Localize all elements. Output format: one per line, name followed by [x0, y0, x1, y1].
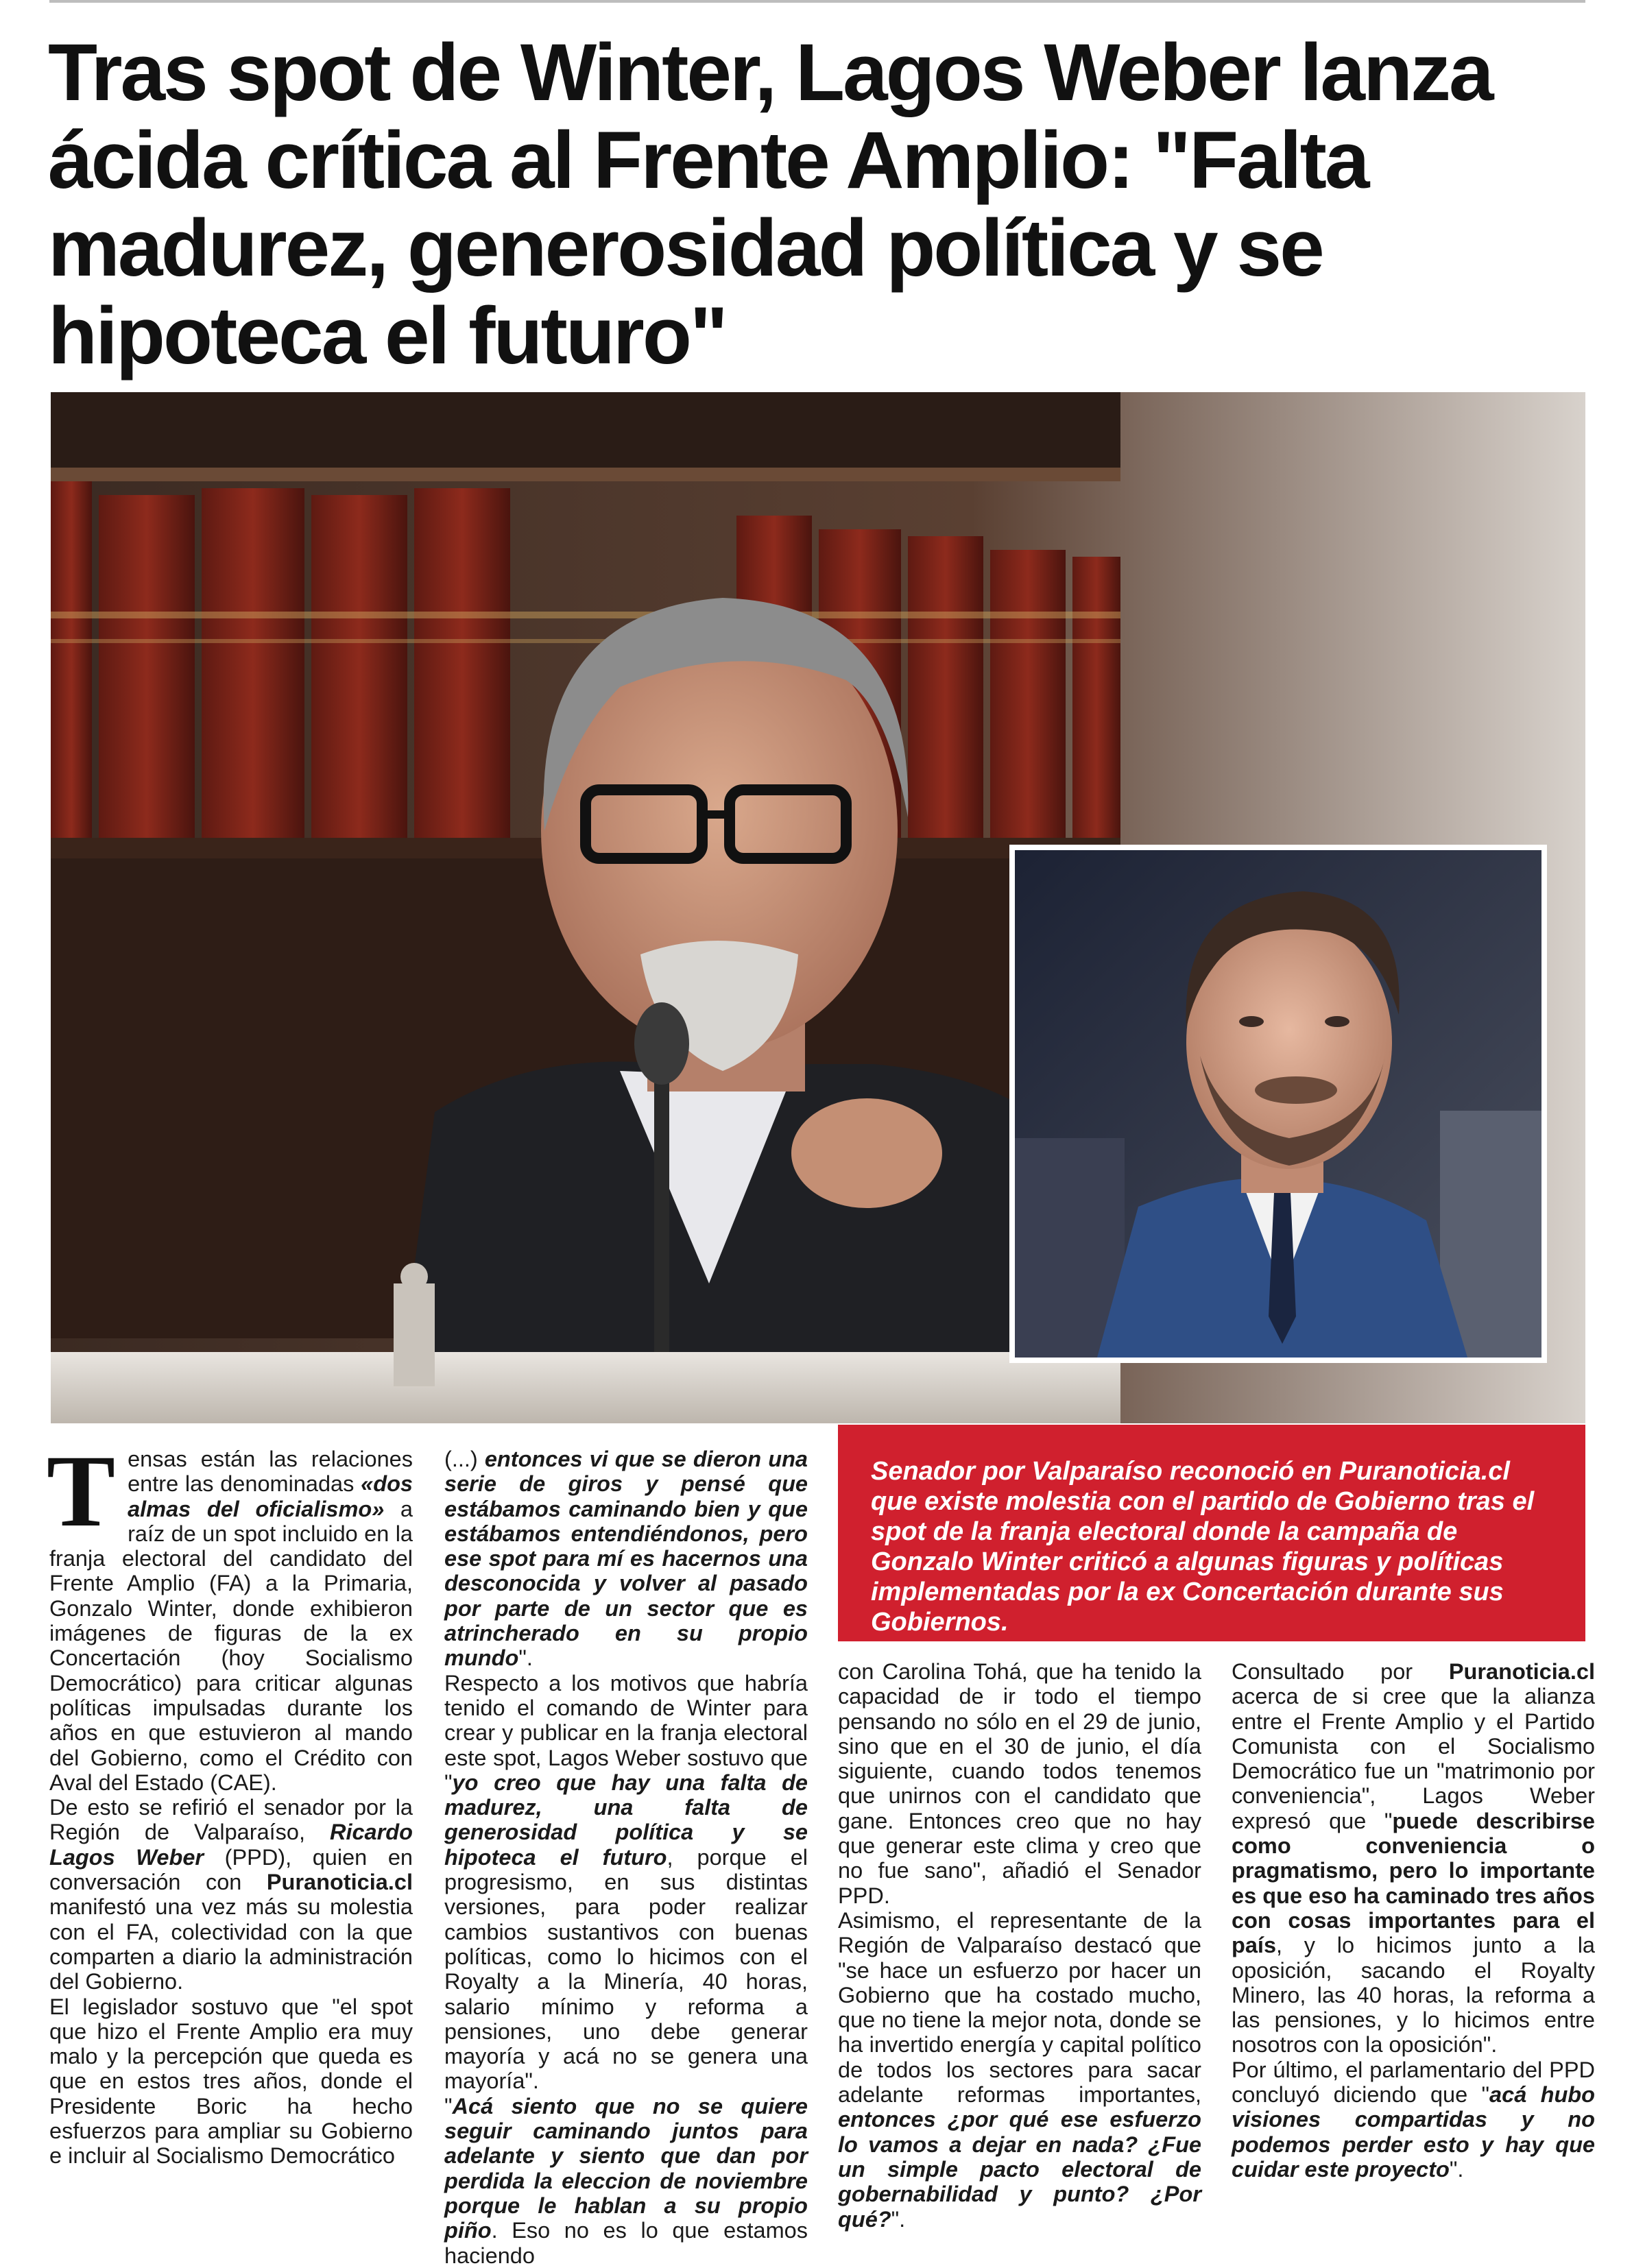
text-span: ". — [1449, 2156, 1464, 2182]
paragraph — [49, 1795, 413, 1994]
text-span: , porque el progresismo, en sus distintas versiones, para poder realizar cambios sustantivos con buenas políticas, como lo hicimos con el Royalty a la Minería, 40 horas, salario mínimo y reforma a pensiones, uno debe generar mayoría y acá no se genera una mayoría". — [444, 1844, 808, 2094]
text-span: ensas están las relaciones entre las denominadas — [128, 1447, 413, 1497]
top-rule — [49, 0, 1585, 3]
text-span: acerca de si cree que la alianza entre el Frente Amplio y el Partido Comunista con el Socialismo Democrático fue un "matrimonio por conveniencia", Lagos Weber expresó que " — [1232, 1684, 1595, 1833]
callout-text: Senador por Valparaíso reconoció en Puranoticia.cl que existe molestia con el partido de Gobierno tras el spot de la franja electoral donde la campaña de Gonzalo Winter criticó a algunas figuras y políticas implementadas por la ex Concertación durante sus Gobiernos. — [871, 1457, 1535, 1637]
article-column-2 — [444, 1447, 808, 2268]
text-span: " — [444, 2093, 453, 2119]
text-span: Ricardo Lagos Weber — [49, 1820, 413, 1870]
text-span: Consultado por — [1232, 1659, 1449, 1684]
text-span: entonces vi que se dieron una serie de giros y pensé que estábamos caminando bien y que estábamos entendiéndonos, pero ese spot para mí es hacernos una desconocida y volver al pasado por parte de un sector que es atrincherado en su propio mundo — [444, 1447, 808, 1671]
text-span: entonces ¿por qué ese esfuerzo lo vamos a dejar en nada? ¿Fue un simple pacto electoral de gobernabilidad y punto? ¿Por qué? — [838, 2107, 1201, 2232]
paragraph — [444, 2094, 808, 2268]
text-span: manifestó una vez más su molestia con el FA, colectividad con la que comparten a diario la administración del Gobierno. — [49, 1894, 413, 1994]
paragraph — [1232, 1659, 1595, 2058]
article-column-3 — [838, 1659, 1201, 2232]
text-span: yo creo que hay una falta de madurez, una falta de generosidad política y se hipoteca el futuro — [444, 1770, 808, 1870]
paragraph — [444, 1671, 808, 2094]
paragraph — [47, 1434, 413, 1795]
paragraph — [838, 1908, 1201, 2232]
text-span: acá hubo visiones compartidas y no podemos perder esto y hay que cuidar este proyecto — [1232, 2082, 1595, 2182]
text-span: puede describirse como conveniencia o pragmatismo, pero lo importante es que eso ha caminado tres años con cosas importantes para el país — [1232, 1808, 1596, 1958]
article-column-1 — [47, 1434, 413, 2169]
paragraph: El legislador sostuvo que "el spot que hizo el Frente Amplio era muy malo y la percepción que queda es que en estos tres años, donde el Presidente Boric ha hecho esfuerzos para ampliar su Gobierno e incluir al Socialismo Democrático — [49, 1994, 413, 2169]
text-span: Asimismo, el representante de la Región de Valparaíso destacó que "se hace un esfuerzo por hacer un Gobierno que ha costado mucho, que no tiene la mejor nota, donde se ha invertido energía y capital político de todos los sectores para sacar adelante reformas importantes, — [838, 1907, 1201, 2108]
text-span: De esto se refirió el senador por la Región de Valparaíso, — [49, 1795, 413, 1845]
text-span: ". — [891, 2206, 906, 2232]
text-span: Puranoticia.cl — [1448, 1659, 1595, 1684]
text-span: (PPD), quien en conversación con — [49, 1844, 413, 1895]
article-column-4 — [1232, 1659, 1595, 2182]
text-span: . Eso no es lo que estamos haciendo — [444, 2218, 808, 2268]
text-span: Puranoticia.cl — [266, 1870, 413, 1895]
paragraph — [444, 1447, 808, 1671]
text-span: (...) — [444, 1447, 485, 1471]
text-span: ". — [518, 1645, 533, 1671]
text-span: Por último, el parlamentario del PPD concluyó diciendo que " — [1232, 2057, 1595, 2108]
drop-cap: T — [47, 1434, 116, 1548]
article-headline: Tras spot de Winter, Lagos Weber lanza ácida crítica al Frente Amplio: "Falta madurez, generosidad política y se hipoteca el futuro" — [48, 27, 1492, 381]
paragraph — [1232, 2058, 1595, 2182]
callout-box — [838, 1425, 1585, 1641]
inset-photo — [1009, 845, 1547, 1363]
text-span: a raíz de un spot incluido en la franja electoral del candidato del Frente Amplio (FA) a la Primaria, Gonzalo Winter, donde exhibieron imágenes de figuras de la ex Concertación (hoy Socialismo Democrático) para criticar algunas políticas impulsadas durante los años en que estuvieron al mando del Gobierno, como el Crédito con Aval del Estado (CAE). — [49, 1496, 413, 1795]
text-span: Respecto a los motivos que habría tenido el comando de Winter para crear y publicar en la franja electoral este spot, Lagos Weber sostuvo que " — [444, 1670, 808, 1795]
text-span: Acá siento que no se quiere seguir caminando juntos para adelante y siento que dan por perdida la eleccion de noviembre porque le hablan a su propio piño — [444, 2093, 808, 2243]
text-span: «dos almas del oficialismo» — [128, 1471, 413, 1521]
text-span: , y lo hicimos junto a la oposición, sacando el Royalty Minero, las 40 horas, la reforma a las pensiones, y lo hicimos entre nosotros con la oposición". — [1232, 1933, 1595, 2058]
paragraph: con Carolina Tohá, que ha tenido la capacidad de ir todo el tiempo pensando no sólo en el 29 de junio, sino que en el 30 de junio, el día siguiente, cuando todos tenemos que unirnos con el candidato que gane. Entonces creo que no hay que generar este clima y creo que no fue sano", añadió el Senador PPD. — [838, 1659, 1201, 1908]
